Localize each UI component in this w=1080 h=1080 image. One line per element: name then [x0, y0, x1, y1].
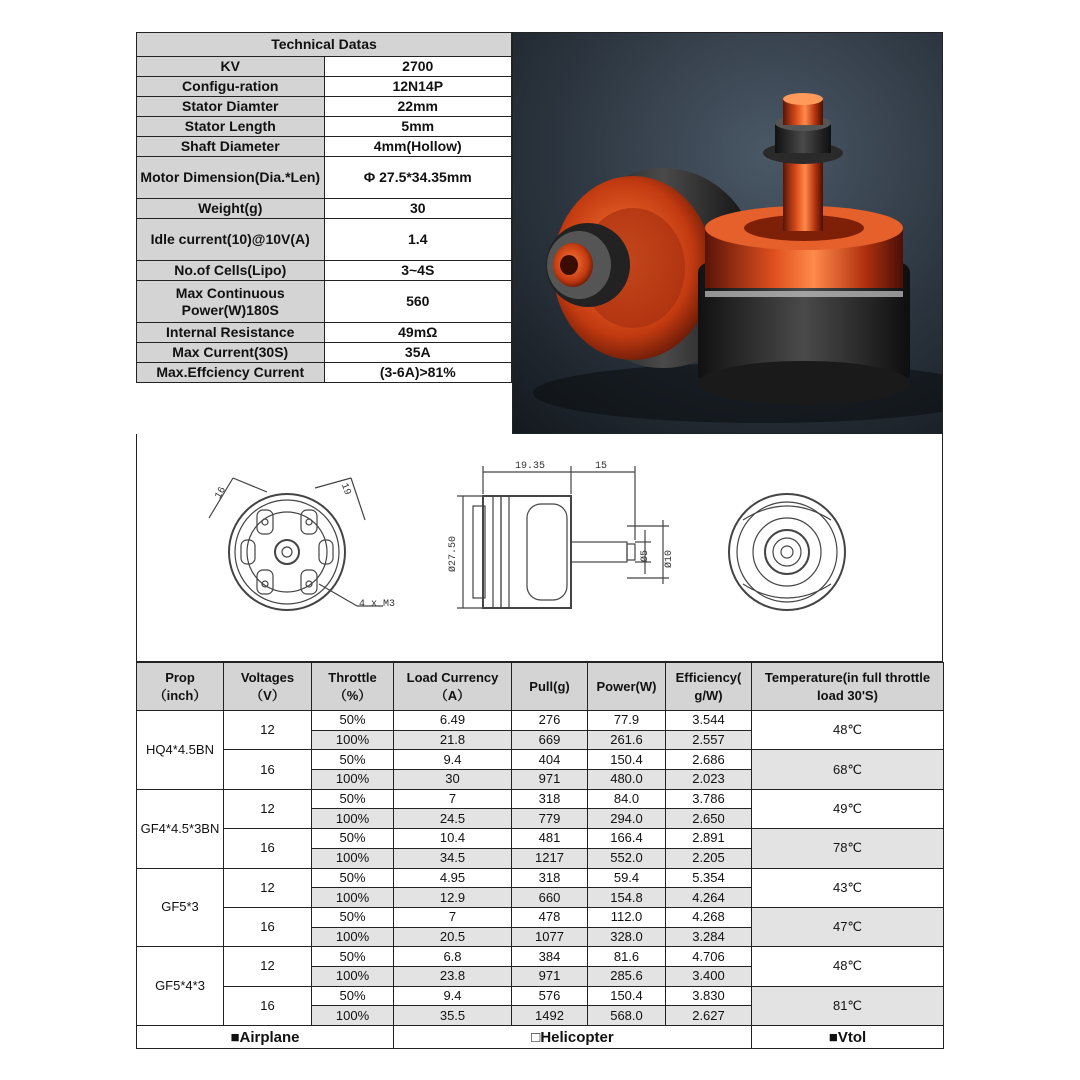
load-current-cell: 10.4: [394, 829, 512, 849]
spec-row: [137, 199, 512, 219]
spec-value: 30: [324, 199, 512, 219]
usage-helicopter: □Helicopter: [394, 1026, 752, 1049]
spec-key: No.of Cells(Lipo): [137, 261, 325, 281]
pull-cell: 1077: [512, 927, 588, 947]
spec-row: [137, 57, 512, 77]
spec-row: [137, 219, 512, 261]
spec-key: Configu-ration: [137, 77, 325, 97]
load-current-cell: 23.8: [394, 966, 512, 986]
load-current-cell: 9.4: [394, 986, 512, 1006]
load-current-cell: 9.4: [394, 750, 512, 770]
base-diameter-label: Ø10: [664, 549, 675, 568]
voltage-cell: 16: [224, 750, 312, 789]
table-row: [137, 907, 944, 927]
throttle-cell: 50%: [312, 947, 394, 967]
prop-cell: GF5*3: [137, 868, 224, 947]
temperature-cell: 81℃: [752, 986, 944, 1025]
spec-value: Φ 27.5*34.35mm: [324, 157, 512, 199]
spec-row: [137, 281, 512, 323]
efficiency-cell: 2.891: [666, 829, 752, 849]
power-cell: 328.0: [588, 927, 666, 947]
dimension-drawing-svg: [137, 434, 944, 662]
spec-row: [137, 157, 512, 199]
voltage-cell: 12: [224, 711, 312, 750]
pull-cell: 318: [512, 789, 588, 809]
spec-value: 3~4S: [324, 261, 512, 281]
load-current-cell: 20.5: [394, 927, 512, 947]
power-cell: 480.0: [588, 770, 666, 790]
power-cell: 81.6: [588, 947, 666, 967]
pull-cell: 971: [512, 770, 588, 790]
spec-row: [137, 323, 512, 343]
power-cell: 552.0: [588, 848, 666, 868]
body-diameter-label: Ø27.50: [448, 535, 459, 572]
throttle-cell: 50%: [312, 829, 394, 849]
table-row: [137, 789, 944, 809]
spec-row: [137, 261, 512, 281]
efficiency-cell: 3.284: [666, 927, 752, 947]
throttle-cell: 50%: [312, 789, 394, 809]
load-current-cell: 30: [394, 770, 512, 790]
power-cell: 294.0: [588, 809, 666, 829]
body-length-label: 19.35: [515, 461, 546, 472]
power-cell: 84.0: [588, 789, 666, 809]
usage-footer-row: [137, 1026, 944, 1049]
load-current-cell: 34.5: [394, 848, 512, 868]
spec-value: 560: [324, 281, 512, 323]
header-efficiency: Efficiency( g/W): [666, 663, 752, 711]
pull-cell: 384: [512, 947, 588, 967]
voltage-cell: 16: [224, 829, 312, 868]
efficiency-cell: 5.354: [666, 868, 752, 888]
spec-key: Max.Effciency Current: [137, 363, 325, 383]
efficiency-cell: 3.544: [666, 711, 752, 731]
spec-value: 1.4: [324, 219, 512, 261]
temperature-cell: 48℃: [752, 711, 944, 750]
pull-cell: 660: [512, 888, 588, 908]
header-temperature: Temperature(in full throttle load 30'S): [752, 663, 944, 711]
voltage-cell: 16: [224, 907, 312, 946]
temperature-cell: 49℃: [752, 789, 944, 828]
pull-cell: 779: [512, 809, 588, 829]
motor-product-photo: [512, 32, 943, 434]
spec-key: KV: [137, 57, 325, 77]
spec-row: [137, 343, 512, 363]
pull-cell: 1217: [512, 848, 588, 868]
efficiency-cell: 2.205: [666, 848, 752, 868]
power-cell: 77.9: [588, 711, 666, 731]
spec-title: Technical Datas: [137, 33, 512, 57]
efficiency-cell: 2.627: [666, 1006, 752, 1026]
temperature-cell: 47℃: [752, 907, 944, 946]
temperature-cell: 48℃: [752, 947, 944, 986]
efficiency-cell: 4.268: [666, 907, 752, 927]
pull-cell: 318: [512, 868, 588, 888]
table-row: [137, 750, 944, 770]
pull-cell: 481: [512, 829, 588, 849]
dim-16-label: 16: [213, 485, 229, 502]
table-row: [137, 711, 944, 731]
throttle-cell: 50%: [312, 986, 394, 1006]
pull-cell: 478: [512, 907, 588, 927]
shaft-length-label: 15: [595, 461, 608, 472]
table-row: [137, 986, 944, 1006]
load-current-cell: 24.5: [394, 809, 512, 829]
spec-title-row: [137, 33, 512, 57]
spec-key: Max Current(30S): [137, 343, 325, 363]
dim-19-label: 19: [337, 481, 353, 497]
efficiency-cell: 3.830: [666, 986, 752, 1006]
voltage-cell: 12: [224, 789, 312, 828]
screws-label: 4 x M3: [359, 599, 396, 610]
throttle-cell: 100%: [312, 809, 394, 829]
throttle-cell: 100%: [312, 770, 394, 790]
power-cell: 285.6: [588, 966, 666, 986]
spec-row: [137, 117, 512, 137]
efficiency-cell: 3.400: [666, 966, 752, 986]
efficiency-cell: 4.706: [666, 947, 752, 967]
load-current-cell: 6.49: [394, 711, 512, 731]
spec-key: Stator Diamter: [137, 97, 325, 117]
usage-airplane: ■Airplane: [137, 1026, 394, 1049]
spec-key: Motor Dimension(Dia.*Len): [137, 157, 325, 199]
header-voltages: Voltages （V）: [224, 663, 312, 711]
spec-value: 2700: [324, 57, 512, 77]
performance-table: [136, 662, 944, 1049]
pull-cell: 404: [512, 750, 588, 770]
prop-cell: GF5*4*3: [137, 947, 224, 1026]
power-cell: 59.4: [588, 868, 666, 888]
header-load-current: Load Currency （A）: [394, 663, 512, 711]
header-power: Power(W): [588, 663, 666, 711]
pull-cell: 669: [512, 730, 588, 750]
spec-key: Stator Length: [137, 117, 325, 137]
table-row: [137, 868, 944, 888]
efficiency-cell: 2.023: [666, 770, 752, 790]
pull-cell: 276: [512, 711, 588, 731]
throttle-cell: 100%: [312, 1006, 394, 1026]
efficiency-cell: 2.557: [666, 730, 752, 750]
voltage-cell: 12: [224, 868, 312, 907]
table-header-row: [137, 663, 944, 711]
prop-cell: HQ4*4.5BN: [137, 711, 224, 790]
pull-cell: 576: [512, 986, 588, 1006]
temperature-cell: 78℃: [752, 829, 944, 868]
spec-row: [137, 137, 512, 157]
power-cell: 150.4: [588, 986, 666, 1006]
technical-data-table: [136, 32, 512, 383]
shaft-diameter-label: Ø5: [640, 549, 651, 562]
power-cell: 150.4: [588, 750, 666, 770]
throttle-cell: 100%: [312, 888, 394, 908]
throttle-cell: 100%: [312, 730, 394, 750]
spec-row: [137, 97, 512, 117]
throttle-cell: 50%: [312, 868, 394, 888]
efficiency-cell: 2.650: [666, 809, 752, 829]
top-view: [729, 494, 845, 610]
spec-key: Internal Resistance: [137, 323, 325, 343]
load-current-cell: 12.9: [394, 888, 512, 908]
load-current-cell: 35.5: [394, 1006, 512, 1026]
power-cell: 261.6: [588, 730, 666, 750]
efficiency-cell: 3.786: [666, 789, 752, 809]
table-row: [137, 947, 944, 967]
voltage-cell: 16: [224, 986, 312, 1025]
temperature-cell: 68℃: [752, 750, 944, 789]
motor-render-image: [513, 33, 943, 434]
power-cell: 568.0: [588, 1006, 666, 1026]
spec-row: [137, 363, 512, 383]
temperature-cell: 43℃: [752, 868, 944, 907]
pull-cell: 971: [512, 966, 588, 986]
load-current-cell: 7: [394, 907, 512, 927]
spec-row: [137, 77, 512, 97]
spec-value: 49mΩ: [324, 323, 512, 343]
side-view: [457, 466, 669, 608]
power-cell: 112.0: [588, 907, 666, 927]
spec-key: Shaft Diameter: [137, 137, 325, 157]
spec-value: 35A: [324, 343, 512, 363]
efficiency-cell: 2.686: [666, 750, 752, 770]
table-row: [137, 829, 944, 849]
load-current-cell: 4.95: [394, 868, 512, 888]
bottom-view: [209, 478, 383, 610]
throttle-cell: 50%: [312, 750, 394, 770]
voltage-cell: 12: [224, 947, 312, 986]
header-pull: Pull(g): [512, 663, 588, 711]
dimension-drawing: [136, 434, 943, 662]
load-current-cell: 21.8: [394, 730, 512, 750]
spec-value: 4mm(Hollow): [324, 137, 512, 157]
throttle-cell: 100%: [312, 848, 394, 868]
spec-key: Weight(g): [137, 199, 325, 219]
load-current-cell: 6.8: [394, 947, 512, 967]
header-throttle: Throttle （%）: [312, 663, 394, 711]
spec-value: (3-6A)>81%: [324, 363, 512, 383]
power-cell: 166.4: [588, 829, 666, 849]
throttle-cell: 100%: [312, 966, 394, 986]
efficiency-cell: 4.264: [666, 888, 752, 908]
throttle-cell: 50%: [312, 907, 394, 927]
spec-value: 5mm: [324, 117, 512, 137]
header-prop: Prop （inch）: [137, 663, 224, 711]
spec-key: Idle current(10)@10V(A): [137, 219, 325, 261]
spec-value: 12N14P: [324, 77, 512, 97]
usage-vtol: ■Vtol: [752, 1026, 944, 1049]
spec-value: 22mm: [324, 97, 512, 117]
prop-cell: GF4*4.5*3BN: [137, 789, 224, 868]
throttle-cell: 50%: [312, 711, 394, 731]
throttle-cell: 100%: [312, 927, 394, 947]
load-current-cell: 7: [394, 789, 512, 809]
pull-cell: 1492: [512, 1006, 588, 1026]
spec-key: Max Continuous Power(W)180S: [137, 281, 325, 323]
power-cell: 154.8: [588, 888, 666, 908]
